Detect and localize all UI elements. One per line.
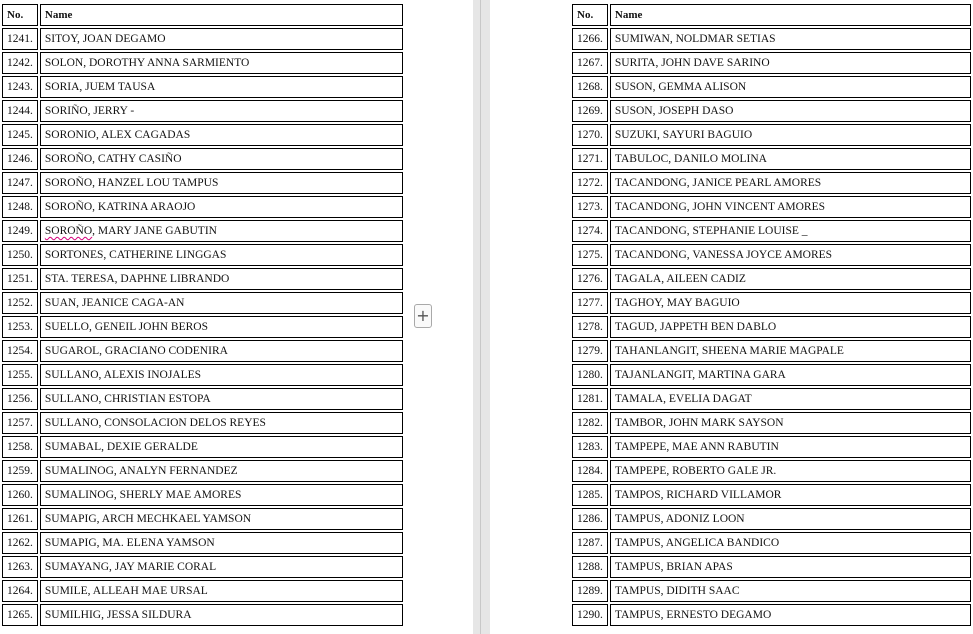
table-row [2,532,403,554]
row-number: 1242. [2,52,38,74]
table-row [572,460,971,482]
student-name: SOROÑO, HANZEL LOU TAMPUS [40,172,403,194]
row-number: 1278. [572,316,608,338]
row-number: 1260. [2,484,38,506]
row-number: 1287. [572,532,608,554]
table-row [2,460,403,482]
row-number: 1263. [2,556,38,578]
table-row [572,76,971,98]
table-row [2,76,403,98]
row-number: 1268. [572,76,608,98]
student-name: SOROÑO, KATRINA ARAOJO [40,196,403,218]
student-name [40,220,403,242]
add-content-button[interactable] [414,304,432,328]
table-row [572,412,971,434]
student-name: TAMPEPE, MAE ANN RABUTIN [610,436,971,458]
row-number: 1256. [2,388,38,410]
row-number: 1277. [572,292,608,314]
table-row [2,172,403,194]
student-name: SUMAYANG, JAY MARIE CORAL [40,556,403,578]
row-number: 1245. [2,124,38,146]
row-number: 1286. [572,508,608,530]
table-row [572,388,971,410]
row-number: 1280. [572,364,608,386]
row-number: 1264. [2,580,38,602]
table-row [572,220,971,242]
row-number: 1276. [572,268,608,290]
student-name: SUSON, GEMMA ALISON [610,76,971,98]
student-name: TACANDONG, JANICE PEARL AMORES [610,172,971,194]
row-number: 1257. [2,412,38,434]
row-number: 1284. [572,460,608,482]
row-number: 1271. [572,148,608,170]
table-row [2,28,403,50]
table-row [2,340,403,362]
student-name: SULLANO, CHRISTIAN ESTOPA [40,388,403,410]
table-row [572,436,971,458]
student-name: TAMPUS, DIDITH SAAC [610,580,971,602]
row-number: 1267. [572,52,608,74]
row-number: 1283. [572,436,608,458]
column-header-name: Name [610,4,971,26]
table-header-row [2,4,403,26]
student-name: SORONIO, ALEX CAGADAS [40,124,403,146]
table-row [2,388,403,410]
student-name: SUMILHIG, JESSA SILDURA [40,604,403,626]
student-name: TAGUD, JAPPETH BEN DABLO [610,316,971,338]
student-name: SUMILE, ALLEAH MAE URSAL [40,580,403,602]
table-row [572,556,971,578]
student-name: TAMPEPE, ROBERTO GALE JR. [610,460,971,482]
table-row [572,124,971,146]
row-number: 1252. [2,292,38,314]
row-number: 1244. [2,100,38,122]
table-row [572,340,971,362]
student-name: STA. TERESA, DAPHNE LIBRANDO [40,268,403,290]
row-number: 1250. [2,244,38,266]
student-name: SUMALINOG, ANALYN FERNANDEZ [40,460,403,482]
table-row [2,292,403,314]
row-number: 1261. [2,508,38,530]
student-name: TABULOC, DANILO MOLINA [610,148,971,170]
student-name: SORIÑO, JERRY - [40,100,403,122]
student-name: SUZUKI, SAYURI BAGUIO [610,124,971,146]
table-row [572,244,971,266]
student-name: TACANDONG, JOHN VINCENT AMORES [610,196,971,218]
student-name: TAJANLANGIT, MARTINA GARA [610,364,971,386]
student-name: TACANDONG, STEPHANIE LOUISE _ [610,220,971,242]
table-row [2,556,403,578]
table-row [572,100,971,122]
row-number: 1281. [572,388,608,410]
table-row [572,52,971,74]
row-number: 1279. [572,340,608,362]
table-row [2,484,403,506]
student-name: SUMAPIG, MA. ELENA YAMSON [40,532,403,554]
row-number: 1289. [572,580,608,602]
table-row [572,364,971,386]
student-name: TAMPUS, ADONIZ LOON [610,508,971,530]
student-name: SUAN, JEANICE CAGA-AN [40,292,403,314]
student-name: SUELLO, GENEIL JOHN BEROS [40,316,403,338]
row-number: 1265. [2,604,38,626]
student-name: SULLANO, ALEXIS INOJALES [40,364,403,386]
table-row [2,412,403,434]
document-page-left [0,0,473,634]
table-row [2,220,403,242]
table-row [2,244,403,266]
student-name: SULLANO, CONSOLACION DELOS REYES [40,412,403,434]
spellcheck-flagged-word[interactable]: SOROÑO [44,225,93,237]
student-name: TAMPUS, ERNESTO DEGAMO [610,604,971,626]
column-header-no: No. [572,4,608,26]
row-number: 1266. [572,28,608,50]
row-number: 1258. [2,436,38,458]
row-number: 1274. [572,220,608,242]
row-number: 1270. [572,124,608,146]
student-name: SORTONES, CATHERINE LINGGAS [40,244,403,266]
row-number: 1255. [2,364,38,386]
plus-icon: + [416,306,430,325]
table-row [572,292,971,314]
table-row [572,532,971,554]
table-row [572,604,971,626]
student-name: TAGHOY, MAY BAGUIO [610,292,971,314]
row-number: 1243. [2,76,38,98]
row-number: 1273. [572,196,608,218]
table-row [2,100,403,122]
table-row [2,148,403,170]
table-row [2,364,403,386]
row-number: 1249. [2,220,38,242]
roster-body-left [2,28,403,626]
table-row [2,508,403,530]
roster-table-left [0,2,405,628]
row-number: 1247. [2,172,38,194]
student-name: TAMPUS, BRIAN APAS [610,556,971,578]
table-row [572,148,971,170]
column-header-no: No. [2,4,38,26]
row-number: 1248. [2,196,38,218]
student-name: SITOY, JOAN DEGAMO [40,28,403,50]
table-row [572,580,971,602]
student-name: TAMPOS, RICHARD VILLAMOR [610,484,971,506]
column-header-name: Name [40,4,403,26]
table-row [2,196,403,218]
row-number: 1262. [2,532,38,554]
table-row [2,580,403,602]
row-number: 1290. [572,604,608,626]
row-number: 1275. [572,244,608,266]
table-row [572,172,971,194]
row-number: 1241. [2,28,38,50]
table-row [2,604,403,626]
table-row [572,268,971,290]
row-number: 1272. [572,172,608,194]
table-row [572,196,971,218]
row-number: 1259. [2,460,38,482]
roster-table-right [570,2,973,628]
page-gap-edge [480,0,481,634]
student-name: SUMIWAN, NOLDMAR SETIAS [610,28,971,50]
student-name: TAGALA, AILEEN CADIZ [610,268,971,290]
student-name: TAMBOR, JOHN MARK SAYSON [610,412,971,434]
student-name: SUSON, JOSEPH DASO [610,100,971,122]
table-row [572,28,971,50]
student-name: SUMABAL, DEXIE GERALDE [40,436,403,458]
table-row [2,124,403,146]
student-name: SOROÑO, CATHY CASIÑO [40,148,403,170]
student-name: SURITA, JOHN DAVE SARINO [610,52,971,74]
student-name: TAHANLANGIT, SHEENA MARIE MAGPALE [610,340,971,362]
student-name: SUMALINOG, SHERLY MAE AMORES [40,484,403,506]
row-number: 1288. [572,556,608,578]
student-name: SORIA, JUEM TAUSA [40,76,403,98]
roster-body-right [572,28,971,626]
table-row [572,316,971,338]
student-name: SOLON, DOROTHY ANNA SARMIENTO [40,52,403,74]
table-row [2,436,403,458]
row-number: 1251. [2,268,38,290]
document-page-right [490,0,973,634]
table-row [2,316,403,338]
table-row [572,508,971,530]
row-number: 1254. [2,340,38,362]
student-name: SUMAPIG, ARCH MECHKAEL YAMSON [40,508,403,530]
student-name: TAMALA, EVELIA DAGAT [610,388,971,410]
table-row [572,484,971,506]
student-name: TAMPUS, ANGELICA BANDICO [610,532,971,554]
row-number: 1282. [572,412,608,434]
student-name: SUGAROL, GRACIANO CODENIRA [40,340,403,362]
student-name: TACANDONG, VANESSA JOYCE AMORES [610,244,971,266]
student-name-rest: , MARY JANE GABUTIN [92,225,217,237]
row-number: 1285. [572,484,608,506]
table-row [2,52,403,74]
row-number: 1253. [2,316,38,338]
row-number: 1269. [572,100,608,122]
table-row [2,268,403,290]
row-number: 1246. [2,148,38,170]
table-header-row [572,4,971,26]
